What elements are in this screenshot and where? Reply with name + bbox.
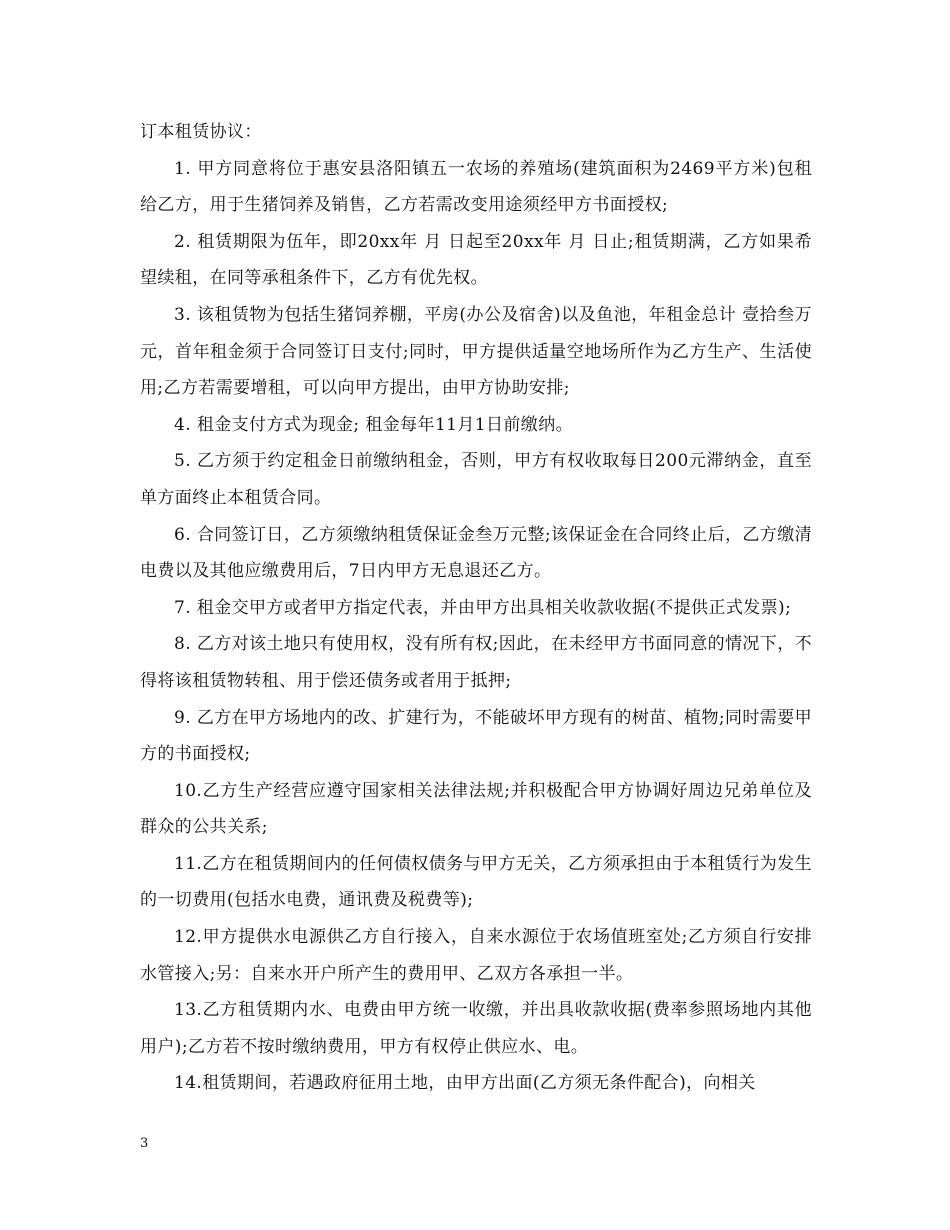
intro-line: 订本租赁协议： xyxy=(140,122,262,142)
clause-1: 1. 甲方同意将位于惠安县洛阳镇五一农场的养殖场(建筑面积为2469平方米)包租给乙方，用于生猪饲养及销售，乙方若需改变用途须经甲方书面授权; xyxy=(140,158,812,216)
clause-10: 10.乙方生产经营应遵守国家相关法律法规;并积极配合甲方协调好周边兄弟单位及群众的公共关系; xyxy=(140,780,812,838)
clause-12: 12.甲方提供水电源供乙方自行接入，自来水源位于农场值班室处;乙方须自行安排水管接入;另：自来水开户所产生的费用甲、乙双方各承担一半。 xyxy=(140,927,812,984)
clause-5: 5. 乙方须于约定租金日前缴纳租金，否则，甲方有权收取每日200元滞纳金，直至单方面终止本租赁合同。 xyxy=(140,451,812,508)
clause-4: 4. 租金支付方式为现金; 租金每年11月1日前缴纳。 xyxy=(174,414,574,435)
clause-2: 2. 租赁期限为伍年，即20xx年 月 日起至20xx年 月 日止;租赁期满，乙方如果希望续租，在同等承租条件下，乙方有优先权。 xyxy=(140,231,812,289)
clause-9: 9. 乙方在甲方场地内的改、扩建行为，不能破坏甲方现有的树苗、植物;同时需要甲方的书面授权; xyxy=(140,707,812,765)
clause-11: 11.乙方在租赁期间内的任何债权债务与甲方无关，乙方须承担由于本租赁行为发生的一切费用(包括水电费，通讯费及税费等); xyxy=(140,853,812,911)
clause-13: 13.乙方租赁期内水、电费由甲方统一收缴，并出具收款收据(费率参照场地内其他用户);乙方若不按时缴纳费用，甲方有权停止供应水、电。 xyxy=(140,1000,812,1057)
page-number: 3 xyxy=(140,1136,149,1151)
clause-6: 6. 合同签订日，乙方须缴纳租赁保证金叁万元整;该保证金在合同终止后，乙方缴清电费以及其他应缴费用后，7日内甲方无息退还乙方。 xyxy=(140,524,812,582)
clause-14: 14.租赁期间，若遇政府征用土地，由甲方出面(乙方须无条件配合)，向相关 xyxy=(174,1073,756,1094)
clause-8: 8. 乙方对该土地只有使用权，没有所有权;因此，在未经甲方书面同意的情况下，不得将该租赁物转租、用于偿还债务或者用于抵押; xyxy=(140,634,812,691)
document-body xyxy=(140,114,812,1102)
clause-7: 7. 租金交甲方或者甲方指定代表，并由甲方出具相关收款收据(不提供正式发票); xyxy=(174,597,792,618)
clause-3: 3. 该租赁物为包括生猪饲养棚，平房(办公及宿舍)以及鱼池，年租金总计 壹拾叁万 元，首年租金须于合同签订日支付;同时，甲方提供适量空地场所作为乙方生产、生活使用;乙方若需要增租，可以向甲方提出，由甲方协助安排; xyxy=(140,304,812,399)
